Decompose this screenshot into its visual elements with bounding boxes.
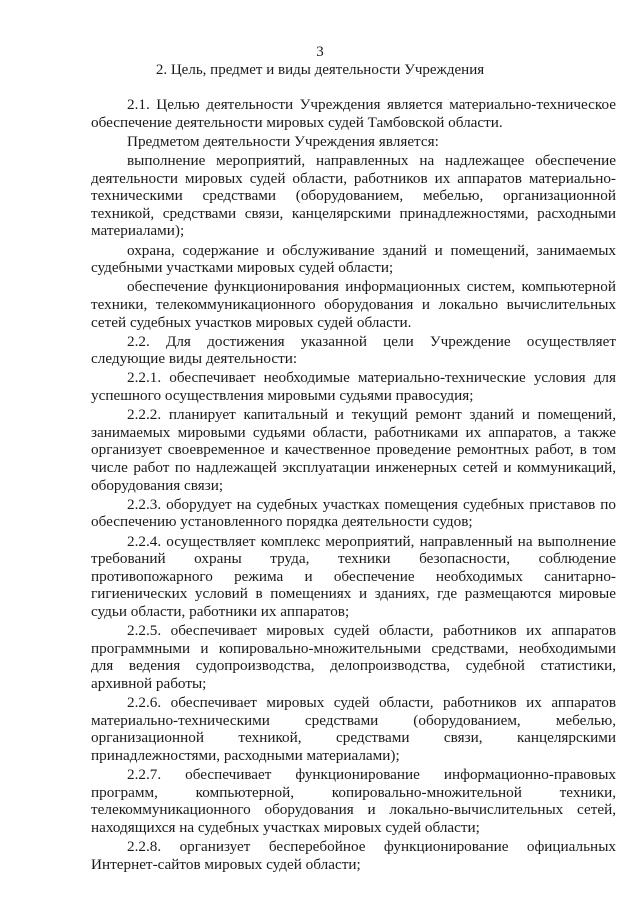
paragraph-subject-item: обеспечение функционирования информационных систем, компьютерной техники, телекоммуникационного оборудования и локально вычислительных сетей судебных участков мировых судей области. (91, 278, 616, 331)
paragraph-2-2-5: 2.2.5. обеспечивает мировых судей области, работников их аппаратов программными и копировально-множительными средствами, необходимыми для ведения судопроизводства, делопроизводства, судебной статистики, архивной работы; (91, 622, 616, 692)
section-heading: 2. Цель, предмет и виды деятельности Учреждения (155, 62, 485, 78)
paragraph-subject-item: выполнение мероприятий, направленных на надлежащее обеспечение деятельности мировых судей области, работников их аппаратов материально-техническими средствами (оборудованием, мебелью, организационной техникой, средствами связи, канцелярскими принадлежностями, расходными материалами); (91, 151, 616, 240)
paragraph-subject-item: охрана, содержание и обслуживание зданий и помещений, занимаемых судебными участками мировых судей области; (91, 241, 616, 277)
paragraph-2-2-4: 2.2.4. осуществляет комплекс мероприятий, направленный на выполнение требований охраны труда, техники безопасности, соблюдение противопожарного режима и обеспечение необходимых санитарно-гигиенических условий в помещениях и зданиях, где размещаются мировые судьи области, работники их аппаратов; (91, 532, 616, 620)
paragraph-2-2: 2.2. Для достижения указанной цели Учреждение осуществляет следующие виды деятельности: (91, 332, 616, 368)
paragraph-2-2-1: 2.2.1. обеспечивает необходимые материально-технические условия для успешного осуществления мировыми судьями правосудия; (91, 369, 616, 405)
paragraph-subject-intro: Предметом деятельности Учреждения является: (127, 132, 439, 150)
paragraph-2-2-7: 2.2.7. обеспечивает функционирование информационно-правовых программ, компьютерной, копировально-множительной техники, телекоммуникационного оборудования и локально-вычислительных сетей, находящихся на судебных участках мировых судей области; (91, 766, 616, 836)
document-body (91, 96, 616, 873)
paragraph-2-2-3: 2.2.3. оборудует на судебных участках помещения судебных приставов по обеспечению установленного порядка деятельности судов; (91, 495, 616, 531)
paragraph-2-1: 2.1. Целью деятельности Учреждения является материально-техническое обеспечение деятельности мировых судей Тамбовской области. (91, 96, 616, 131)
page-number: 3 (316, 44, 324, 60)
paragraph-2-2-2: 2.2.2. планирует капитальный и текущий ремонт зданий и помещений, занимаемых мировыми судьями области, работниками их аппаратов, а также организует своевременное и качественное проведение ремонтных работ, в том числе работ по надлежащей эксплуатации инженерных сетей и коммуникаций, оборудования связи; (91, 406, 616, 494)
paragraph-2-2-6: 2.2.6. обеспечивает мировых судей области, работников их аппаратов материально-техническими средствами (оборудованием, мебелью, организационной техникой, средствами связи, канцелярскими принадлежностями, расходными материалами); (91, 694, 616, 764)
paragraph-2-2-8: 2.2.8. организует бесперебойное функционирование официальных Интернет-сайтов мировых судей области; (91, 838, 616, 873)
